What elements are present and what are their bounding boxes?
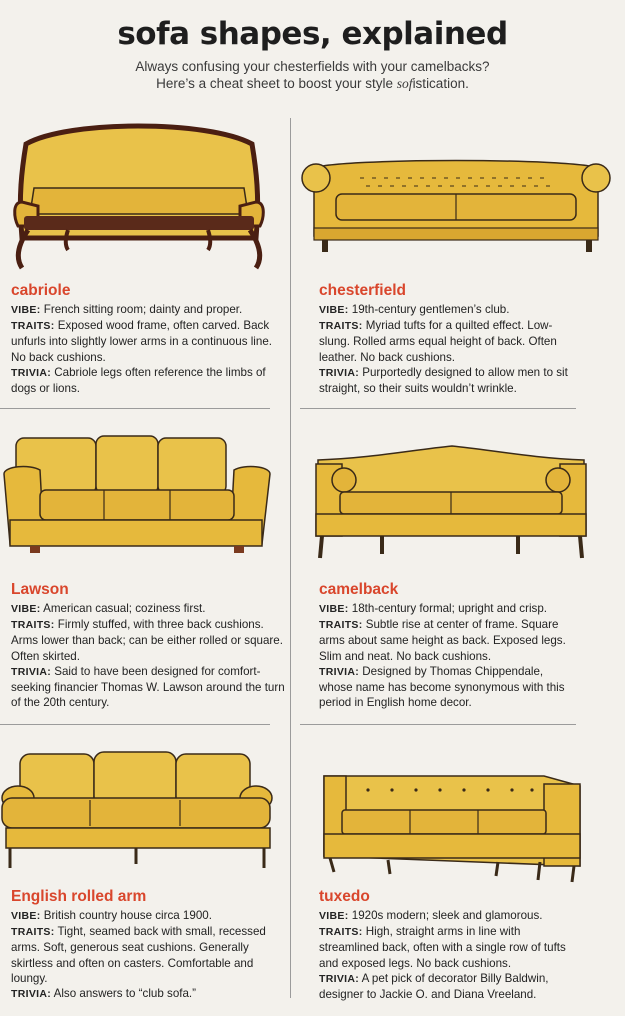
- vibe-text: British country house circa 1900.: [43, 909, 212, 922]
- subtitle-emphasis: sof: [396, 76, 413, 91]
- vibe-text: 19th-century gentlemen’s club.: [351, 303, 510, 316]
- page-title: sofa shapes, explained: [117, 16, 508, 52]
- row-divider-left-1: [0, 408, 270, 409]
- trivia-label: TRIVIA:: [11, 665, 52, 678]
- row-divider-left-2: [0, 724, 270, 725]
- sofa-entry-chesterfield: [319, 282, 577, 396]
- vibe-line: [319, 601, 577, 617]
- vibe-text: 18th-century formal; upright and crisp.: [351, 602, 548, 615]
- trivia-text: A pet pick of decorator Billy Baldwin, designer to Jackie O. and Diana Vreeland.: [319, 971, 549, 1002]
- traits-label: TRAITS:: [11, 320, 55, 333]
- tuxedo-sofa-illustration: [318, 770, 588, 888]
- trivia-text: Also answers to “club sofa.”: [53, 987, 197, 1001]
- sofa-description: [319, 908, 577, 1002]
- sofa-entry-lawson: [11, 581, 286, 710]
- vibe-text: 1920s modern; sleek and glamorous.: [351, 909, 543, 922]
- traits-text: Myriad tufts for a quilted effect. Low-slung. Rolled arms equal height of back. Often leather. No back cushions.: [319, 319, 557, 364]
- chesterfield-sofa-illustration: [300, 150, 612, 262]
- vibe-label: VIBE:: [319, 910, 349, 922]
- trivia-label: TRIVIA:: [319, 665, 360, 678]
- subtitle-line-2: [0, 75, 625, 92]
- sofa-entry-cabriole: [11, 282, 286, 396]
- vibe-line: [11, 601, 286, 617]
- traits-line: [11, 924, 286, 986]
- vibe-line: [11, 302, 286, 318]
- traits-label: TRAITS:: [319, 619, 363, 632]
- trivia-text: Purportedly designed to allow men to sit straight, so their suits wouldn’t wrinkle.: [319, 365, 568, 396]
- cabriole-sofa-illustration: [8, 118, 270, 278]
- vibe-label: VIBE:: [319, 304, 349, 316]
- sofa-name: camelback: [319, 581, 399, 598]
- trivia-line: [319, 664, 577, 711]
- vibe-text: American casual; coziness first.: [43, 602, 206, 615]
- subtitle-line-2-text: Here’s a cheat sheet to boost your style: [156, 76, 397, 91]
- trivia-text: Said to have been designed for comfort-seeking financier Thomas W. Lawson around the turn of the 20th century.: [11, 664, 285, 710]
- traits-line: [319, 617, 577, 664]
- sofa-description: [319, 601, 577, 710]
- traits-text: High, straight arms in line with streamlined back, often with a single row of tufts and exposed legs. No back cushions.: [319, 925, 566, 970]
- trivia-line: [11, 986, 286, 1002]
- vibe-label: VIBE:: [11, 304, 41, 316]
- sofa-name: English rolled arm: [11, 888, 147, 905]
- vibe-line: [319, 908, 577, 924]
- header: [0, 14, 625, 92]
- traits-text: Tight, seamed back with small, recessed arms. Soft, generous seat cushions. Generally skirtless and often on casters. Comfortable and loungy.: [11, 925, 266, 985]
- trivia-line: [11, 365, 286, 396]
- traits-text: Subtle rise at center of frame. Square arms about same height as back. Exposed legs. Slim and neat. No back cushions.: [319, 618, 566, 663]
- vibe-line: [11, 908, 286, 924]
- sofa-name: cabriole: [11, 282, 71, 299]
- row-divider-right-2: [300, 724, 576, 725]
- sofa-description: [11, 908, 286, 1002]
- trivia-line: [319, 365, 577, 396]
- traits-label: TRAITS:: [11, 926, 55, 939]
- traits-line: [11, 617, 286, 664]
- subtitle-line-2-end: istication.: [412, 76, 469, 91]
- traits-line: [319, 924, 577, 971]
- sofa-description: [319, 302, 577, 396]
- traits-line: [11, 318, 286, 365]
- trivia-line: [11, 664, 286, 711]
- column-divider: [290, 118, 291, 998]
- sofa-name: Lawson: [11, 581, 69, 598]
- lawson-sofa-illustration: [0, 430, 275, 565]
- trivia-text: Designed by Thomas Chippendale, whose name has become synonymous with this period in English home decor.: [319, 664, 565, 710]
- trivia-text: Cabriole legs often reference the limbs of dogs or lions.: [11, 365, 266, 396]
- subtitle-line-1: Always confusing your chesterfields with your camelbacks?: [135, 59, 490, 74]
- traits-line: [319, 318, 577, 365]
- traits-text: Firmly stuffed, with three back cushions. Arms lower than back; can be either rolled or square. Often skirted.: [11, 618, 283, 663]
- camelback-sofa-illustration: [312, 440, 590, 564]
- sofa-entry-tuxedo: [319, 888, 577, 1002]
- sofa-entry-english-rolled-arm: [11, 888, 286, 1002]
- traits-text: Exposed wood frame, often carved. Back unfurls into slightly lower arms in a continuous line. No back cushions.: [11, 319, 272, 364]
- row-divider-right-1: [300, 408, 576, 409]
- trivia-label: TRIVIA:: [11, 988, 52, 1001]
- sofa-description: [11, 601, 286, 710]
- trivia-label: TRIVIA:: [319, 972, 360, 985]
- traits-label: TRAITS:: [319, 320, 363, 333]
- vibe-label: VIBE:: [319, 603, 349, 615]
- traits-label: TRAITS:: [319, 926, 363, 939]
- vibe-label: VIBE:: [11, 910, 41, 922]
- trivia-line: [319, 971, 577, 1002]
- sofa-entry-camelback: [319, 581, 577, 710]
- english-rolled-arm-sofa-illustration: [0, 748, 275, 876]
- vibe-line: [319, 302, 577, 318]
- vibe-label: VIBE:: [11, 603, 41, 615]
- sofa-name: tuxedo: [319, 888, 370, 905]
- sofa-description: [11, 302, 286, 396]
- trivia-label: TRIVIA:: [11, 366, 52, 379]
- subtitle: [0, 58, 625, 92]
- trivia-label: TRIVIA:: [319, 366, 360, 379]
- vibe-text: French sitting room; dainty and proper.: [43, 303, 243, 316]
- traits-label: TRAITS:: [11, 619, 55, 632]
- sofa-name: chesterfield: [319, 282, 407, 299]
